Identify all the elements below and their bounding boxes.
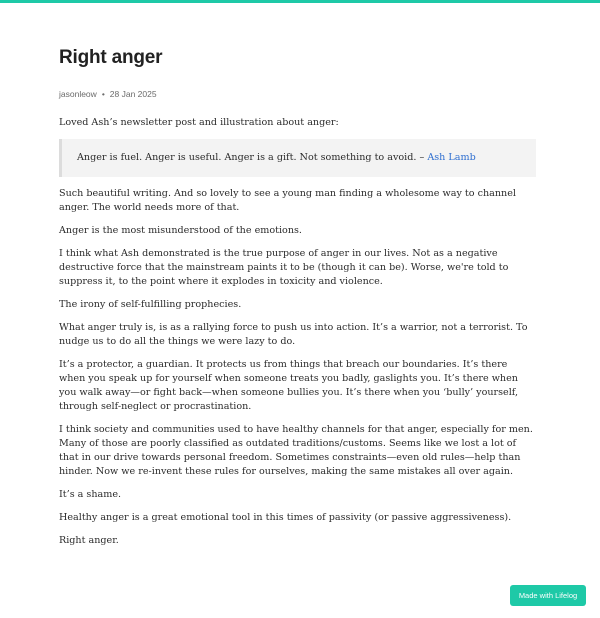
- paragraph: It’s a shame.: [59, 489, 122, 500]
- paragraph: I think society and communities used to have healthy channels for that anger, especially for men. Many of those are poorly classified as outdated traditions/customs. Seems like we lost a lot of that in our drive towards personal freedom. Sometimes constraints—even old rules—help than hinder. Now we re-invent these rules for ourselves, making the same mistakes all over again.: [59, 424, 533, 477]
- post-date: 28 Jan 2025: [109, 89, 157, 99]
- paragraph: Anger is the most misunderstood of the emotions.: [59, 225, 302, 236]
- top-accent-bar: [0, 0, 600, 3]
- paragraph: Such beautiful writing. And so lovely to see a young man finding a wholesome way to channel anger. The world needs more of that.: [59, 188, 516, 213]
- paragraph: It’s a protector, a guardian. It protects us from things that breach our boundaries. It’s there when you speak up for yourself when someone treats you badly, gaslights you. It’s there when you walk away—or fight back—when someone bullies you. It’s there when you ‘bully’ yourself, through self-neglect or procrastination.: [59, 359, 519, 412]
- post-body: [59, 116, 536, 557]
- quote-text: Anger is fuel. Anger is useful. Anger is a gift. Not something to avoid. –: [77, 152, 428, 163]
- paragraph: I think what Ash demonstrated is the true purpose of anger in our lives. Not as a negative destructive force that the mainstream paints it to be (though it can be). Worse, we're told to suppress it, to the point where it explodes in toxicity and violence.: [59, 248, 509, 287]
- intro-paragraph: Loved Ash’s newsletter post and illustration about anger:: [59, 117, 339, 128]
- paragraph: What anger truly is, is as a rallying force to push us into action. It’s a warrior, not a terrorist. To nudge us to do all the things we were lazy to do.: [59, 322, 528, 347]
- blockquote: [59, 139, 536, 177]
- made-with-lifelog-badge[interactable]: Made with Lifelog: [510, 585, 586, 606]
- paragraph: Right anger.: [59, 535, 119, 546]
- paragraph: Healthy anger is a great emotional tool in this times of passivity (or passive aggressiveness).: [59, 512, 512, 523]
- quote-author-link[interactable]: Ash Lamb: [427, 152, 476, 163]
- post-meta: [59, 89, 157, 99]
- meta-separator: •: [101, 89, 105, 99]
- post-title: Right anger: [59, 47, 163, 68]
- author-link[interactable]: jasonleow: [59, 89, 97, 99]
- paragraph: The irony of self-fulfilling prophecies.: [59, 299, 242, 310]
